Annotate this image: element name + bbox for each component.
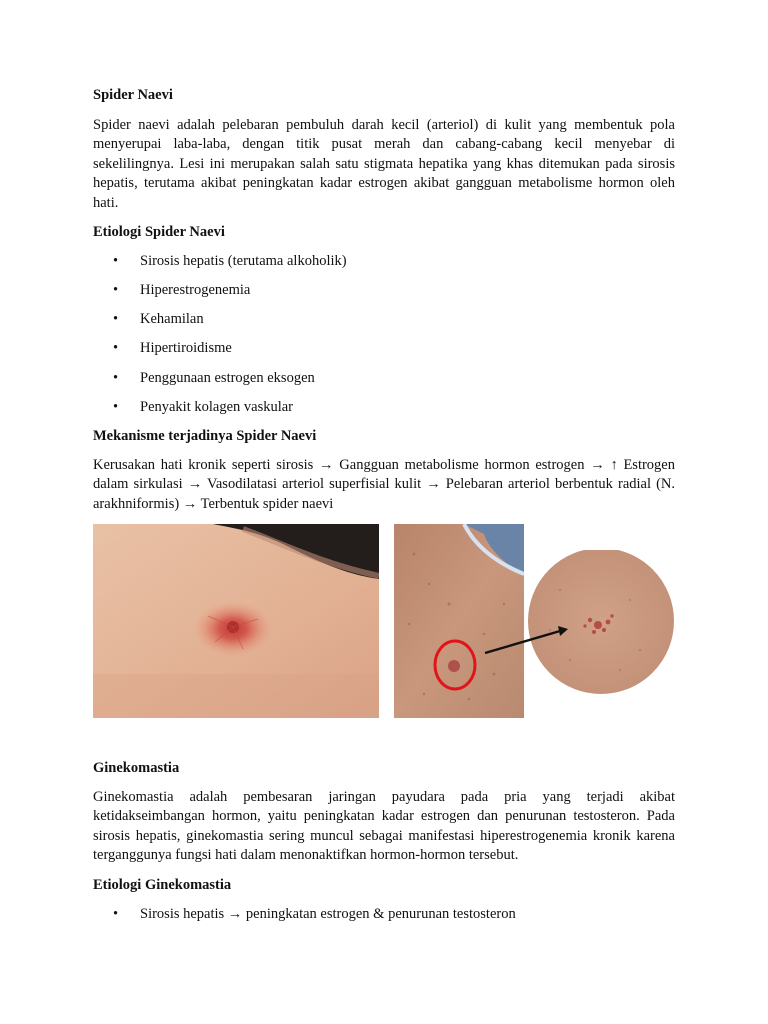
spider-naevi-definition: Spider naevi adalah pelebaran pembuluh darah kecil (arteriol) di kulit yang membentuk pola menyerupai laba-laba, dengan titik pusat merah dan cabang-cabang kecil menyebar di sekelilingnya. Lesi ini merupakan salah satu stigmata hepatika yang khas ditemukan pada sirosis hepatis, terutama akibat peningkatan kadar estrogen akibat gangguan metabolisme hormon oleh hati. <box>93 117 675 211</box>
mechanism-title: Mekanisme terjadinya Spider Naevi <box>93 428 317 444</box>
list-item: • Kehamilan <box>113 311 204 327</box>
list-item: • Penggunaan estrogen eksogen <box>113 370 315 386</box>
etiology-spider-naevi-title: Etiologi Spider Naevi <box>93 224 225 240</box>
list-item: • Hiperestrogenemia <box>113 282 251 298</box>
etiology-ginekomastia-title: Etiologi Ginekomastia <box>93 877 232 893</box>
spider-naevus-face-photo <box>93 524 379 718</box>
ginekomastia-definition: Ginekomastia adalah pembesaran jaringan payudara pada pria yang terjadi akibat ketidakseimbangan hormon, yaitu peningkatan kadar estrogen dan penurunan testosteron. Pada sirosis hepatis, ginekomastia sering muncul sebagai manifestasi hiperestrogenemia kronik karena terganggunya fungsi hati dalam menonaktifkan hormon-hormon tersebut. <box>93 789 675 864</box>
magnified-inset <box>480 550 680 720</box>
list-item: • Hipertiroidisme <box>113 340 232 356</box>
mechanism-paragraph: Kerusakan hati kronik seperti sirosis → Gangguan metabolisme hormon estrogen → ↑ Estrogen dalam sirkulasi → Vasodilatasi arteriol superfisial kulit → Pelebaran arteriol berbentuk radial (N. arakhniformis) → Terbentuk spider naevi <box>93 457 675 512</box>
list-item: • Sirosis hepatis (terutama alkoholik) <box>113 253 347 269</box>
list-item: • Penyakit kolagen vaskular <box>113 399 294 415</box>
list-item: • Sirosis hepatis → peningkatan estrogen & penurunan testosteron <box>113 906 516 922</box>
section-title-ginekomastia: Ginekomastia <box>93 760 180 776</box>
section-title-spider-naevi: Spider Naevi <box>93 87 173 103</box>
